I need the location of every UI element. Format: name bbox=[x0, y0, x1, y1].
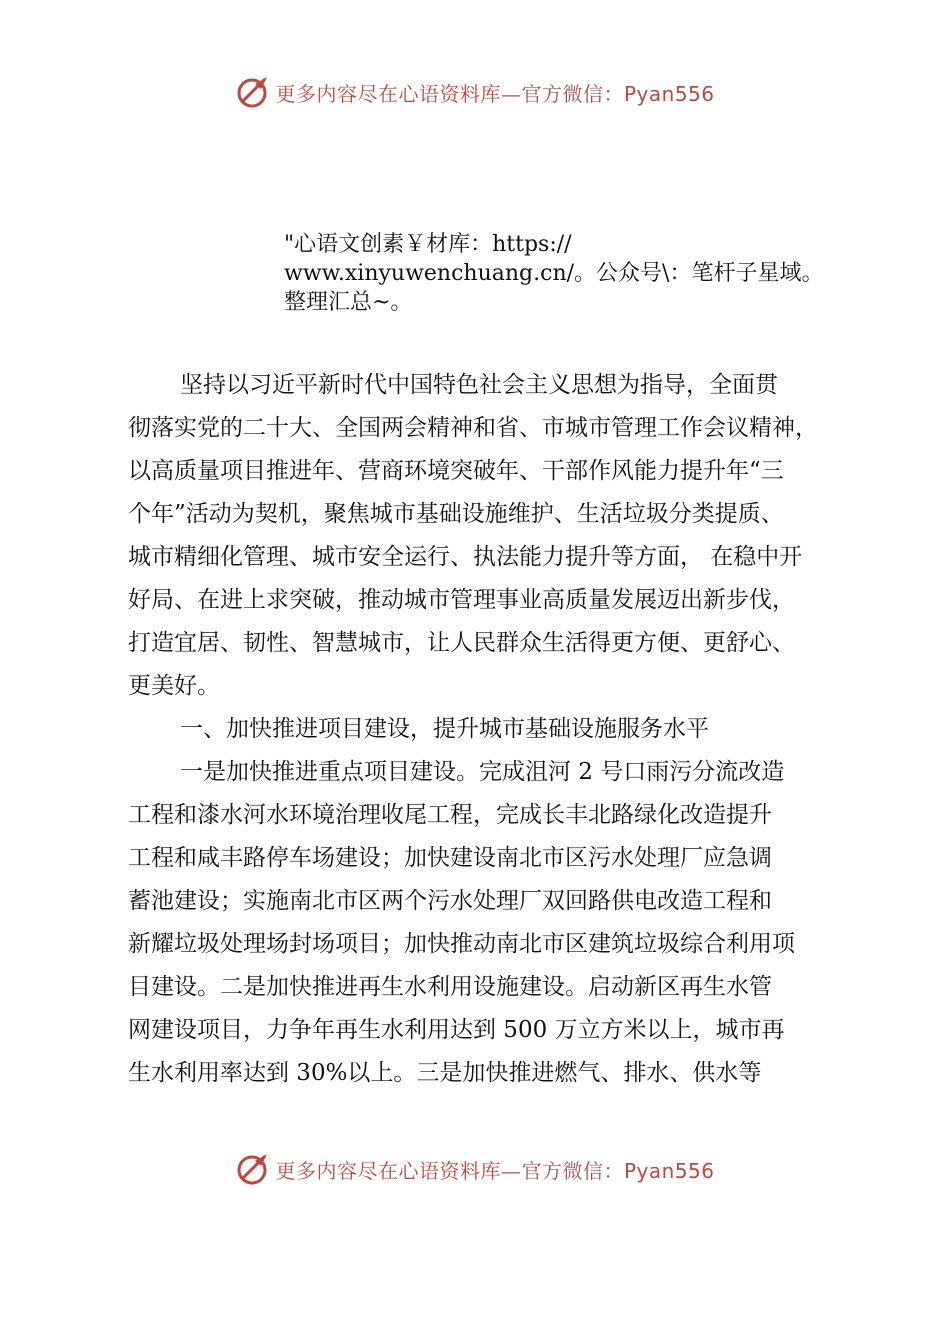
header-note bbox=[284, 230, 884, 317]
banner-text-wechat-label: —官方微信： bbox=[500, 81, 624, 106]
paragraph-line: 城市精细化管理、城市安全运行、执法能力提升等方面， 在稳中开 bbox=[128, 544, 803, 570]
paragraph-line: 一是加快推进重点项目建设。完成沮河 2 号口雨污分流改造 bbox=[180, 759, 785, 785]
bottom-banner bbox=[0, 1149, 950, 1189]
banner-text-main: 更多内容尽在心语资料库 bbox=[275, 1158, 501, 1183]
banner-text-wechat-label: —官方微信： bbox=[500, 1158, 624, 1183]
paragraph-line: 坚持以习近平新时代中国特色社会主义思想为指导，全面贯 bbox=[180, 372, 778, 398]
banner-text-main: 更多内容尽在心语资料库 bbox=[275, 81, 501, 106]
paragraph-line: 目建设。二是加快推进再生水利用设施建设。启动新区再生水管 bbox=[128, 974, 772, 1000]
document-body bbox=[128, 364, 858, 1095]
paragraph-line: 以高质量项目推进年、营商环境突破年、干部作风能力提升年“三 bbox=[128, 458, 784, 484]
paragraph-line: 工程和漆水河水环境治理收尾工程，完成长丰北路绿化改造提升 bbox=[128, 802, 772, 828]
paragraph-line: 个年”活动为契机，聚焦城市基础设施维护、生活垃圾分类提质、 bbox=[128, 501, 784, 527]
paragraph-line: 工程和咸丰路停车场建设；加快建设南北市区污水处理厂应急调 bbox=[128, 845, 772, 871]
paragraph-line: 打造宜居、韧性、智慧城市，让人民群众生活得更方便、更舒心、 bbox=[128, 630, 795, 656]
top-banner bbox=[0, 72, 950, 112]
paragraph-line: 好局、在进上求突破，推动城市管理事业高质量发展迈出新步伐， bbox=[128, 587, 795, 613]
quill-logo-icon bbox=[235, 1151, 271, 1187]
header-note-line: 整理汇总~。 bbox=[284, 290, 413, 315]
paragraph-line: 蓄池建设；实施南北市区两个污水处理厂双回路供电改造工程和 bbox=[128, 888, 772, 914]
banner-text-wechat-id: Pyan556 bbox=[623, 81, 715, 106]
quill-logo-icon bbox=[235, 74, 271, 110]
banner-text-wechat-id: Pyan556 bbox=[623, 1158, 715, 1183]
paragraph-line: 网建设项目，力争年再生水利用达到 500 万立方米以上，城市再 bbox=[128, 1017, 785, 1043]
header-note-line: "心语文创素￥材库：https:// bbox=[284, 232, 572, 257]
header-note-line: www.xinyuwenchuang.cn/。公众号\：笔杆子星域。 bbox=[284, 261, 824, 286]
paragraph-line: 彻落实党的二十大、全国两会精神和省、市城市管理工作会议精神， bbox=[128, 415, 818, 441]
section-heading: 一、加快推进项目建设，提升城市基础设施服务水平 bbox=[180, 716, 709, 742]
paragraph-line: 新耀垃圾处理场封场项目；加快推动南北市区建筑垃圾综合利用项 bbox=[128, 931, 795, 957]
paragraph-line: 更美好。 bbox=[128, 673, 220, 699]
paragraph-line: 生水利用率达到 30%以上。三是加快推进燃气、排水、供水等 bbox=[128, 1060, 762, 1086]
